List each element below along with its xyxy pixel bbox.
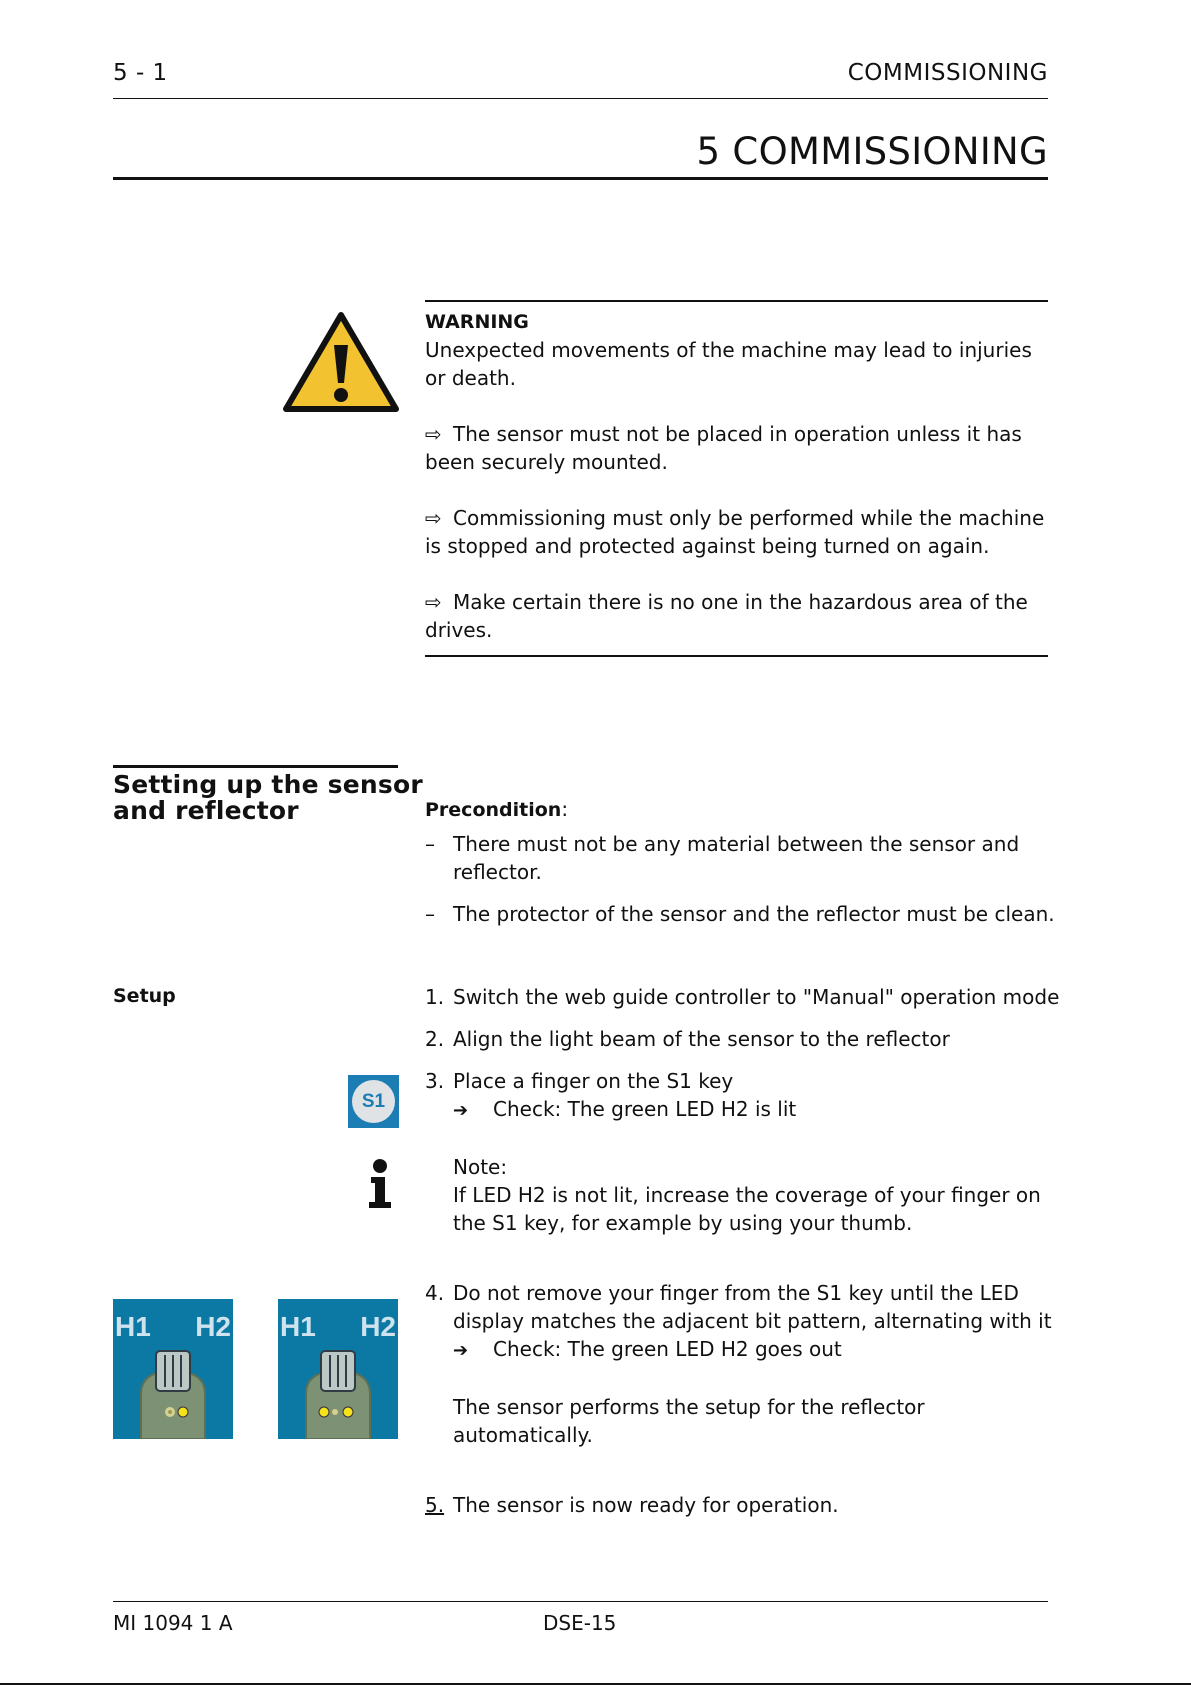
- check-arrow-icon: ➔: [453, 1100, 469, 1121]
- step-2: 2. Align the light beam of the sensor to the reflector: [425, 1027, 950, 1051]
- s1-key-label: S1: [352, 1080, 395, 1123]
- precondition-label: Precondition: [425, 799, 562, 821]
- warning-title: WARNING: [425, 311, 529, 333]
- precondition-item: – The protector of the sensor and the reflector must be clean.: [425, 902, 1055, 926]
- footer-product: DSE-15: [543, 1611, 617, 1635]
- sensor-icon: [113, 1299, 233, 1439]
- section-heading: Setting up the sensor and reflector: [113, 770, 423, 825]
- step-1: 1. Switch the web guide controller to "Manual" operation mode: [425, 985, 1060, 1009]
- warning-top-rule: [425, 300, 1048, 302]
- chapter-rule: [113, 177, 1048, 180]
- panel-h1-label: H1: [115, 1311, 151, 1342]
- footer-doc-code: MI 1094 1 A: [113, 1611, 233, 1635]
- led-pattern-panel-two-leds: [278, 1299, 398, 1439]
- arrow-right-icon: ⇨: [425, 590, 442, 614]
- check-arrow-icon: ➔: [453, 1340, 469, 1361]
- info-icon: [365, 1158, 395, 1214]
- panel-h2-label: H2: [360, 1311, 396, 1342]
- panel-h1-label: H1: [280, 1311, 316, 1342]
- warning-box: [425, 308, 1048, 644]
- precondition-item: – There must not be any material between the sensor and reflector.: [425, 832, 1020, 884]
- note: Note: If LED H2 is not lit, increase the coverage of your finger on the S1 key, for example by using your thumb.: [453, 1155, 1041, 1235]
- led-pattern-panel-one-led: [113, 1299, 233, 1439]
- precondition-block: Precondition: – There must not be any material between the sensor and reflector. – The protector of the sensor and the reflector must be clean.: [425, 795, 1065, 928]
- header-rule: [113, 98, 1048, 99]
- arrow-right-icon: ⇨: [425, 422, 442, 446]
- page-number: 5 - 1: [113, 60, 168, 86]
- warning-item: ⇨ Commissioning must only be performed while the machine is stopped and protected against being turned on again.: [425, 506, 1045, 558]
- chapter-title: 5 COMMISSIONING: [696, 130, 1048, 173]
- sensor-icon: [278, 1299, 398, 1439]
- setup-label: Setup: [113, 985, 176, 1007]
- section-rule: [113, 765, 398, 768]
- setup-steps: [425, 983, 1085, 1519]
- header-section: COMMISSIONING: [847, 60, 1048, 86]
- footer-rule: [113, 1601, 1048, 1602]
- step-5: 5. The sensor is now ready for operation.: [425, 1493, 839, 1517]
- warning-item: ⇨ Make certain there is no one in the hazardous area of the drives.: [425, 590, 1028, 642]
- s1-key-icon: [348, 1075, 399, 1128]
- warning-triangle-icon: [282, 311, 400, 418]
- warning-item: ⇨ The sensor must not be placed in operation unless it has been securely mounted.: [425, 422, 1022, 474]
- arrow-right-icon: ⇨: [425, 506, 442, 530]
- warning-bottom-rule: [425, 655, 1048, 657]
- step-4: 4. Do not remove your finger from the S1 key until the LED display matches the adjacent bit pattern, alternating with it ➔ Check: The green LED H2 goes out The sensor performs the setup for the reflector automatically.: [425, 1281, 1052, 1447]
- warning-intro: Unexpected movements of the machine may lead to injuries or death.: [425, 338, 1032, 390]
- step-3: 3. Place a finger on the S1 key ➔ Check: The green LED H2 is lit: [425, 1067, 1085, 1125]
- panel-h2-label: H2: [195, 1311, 231, 1342]
